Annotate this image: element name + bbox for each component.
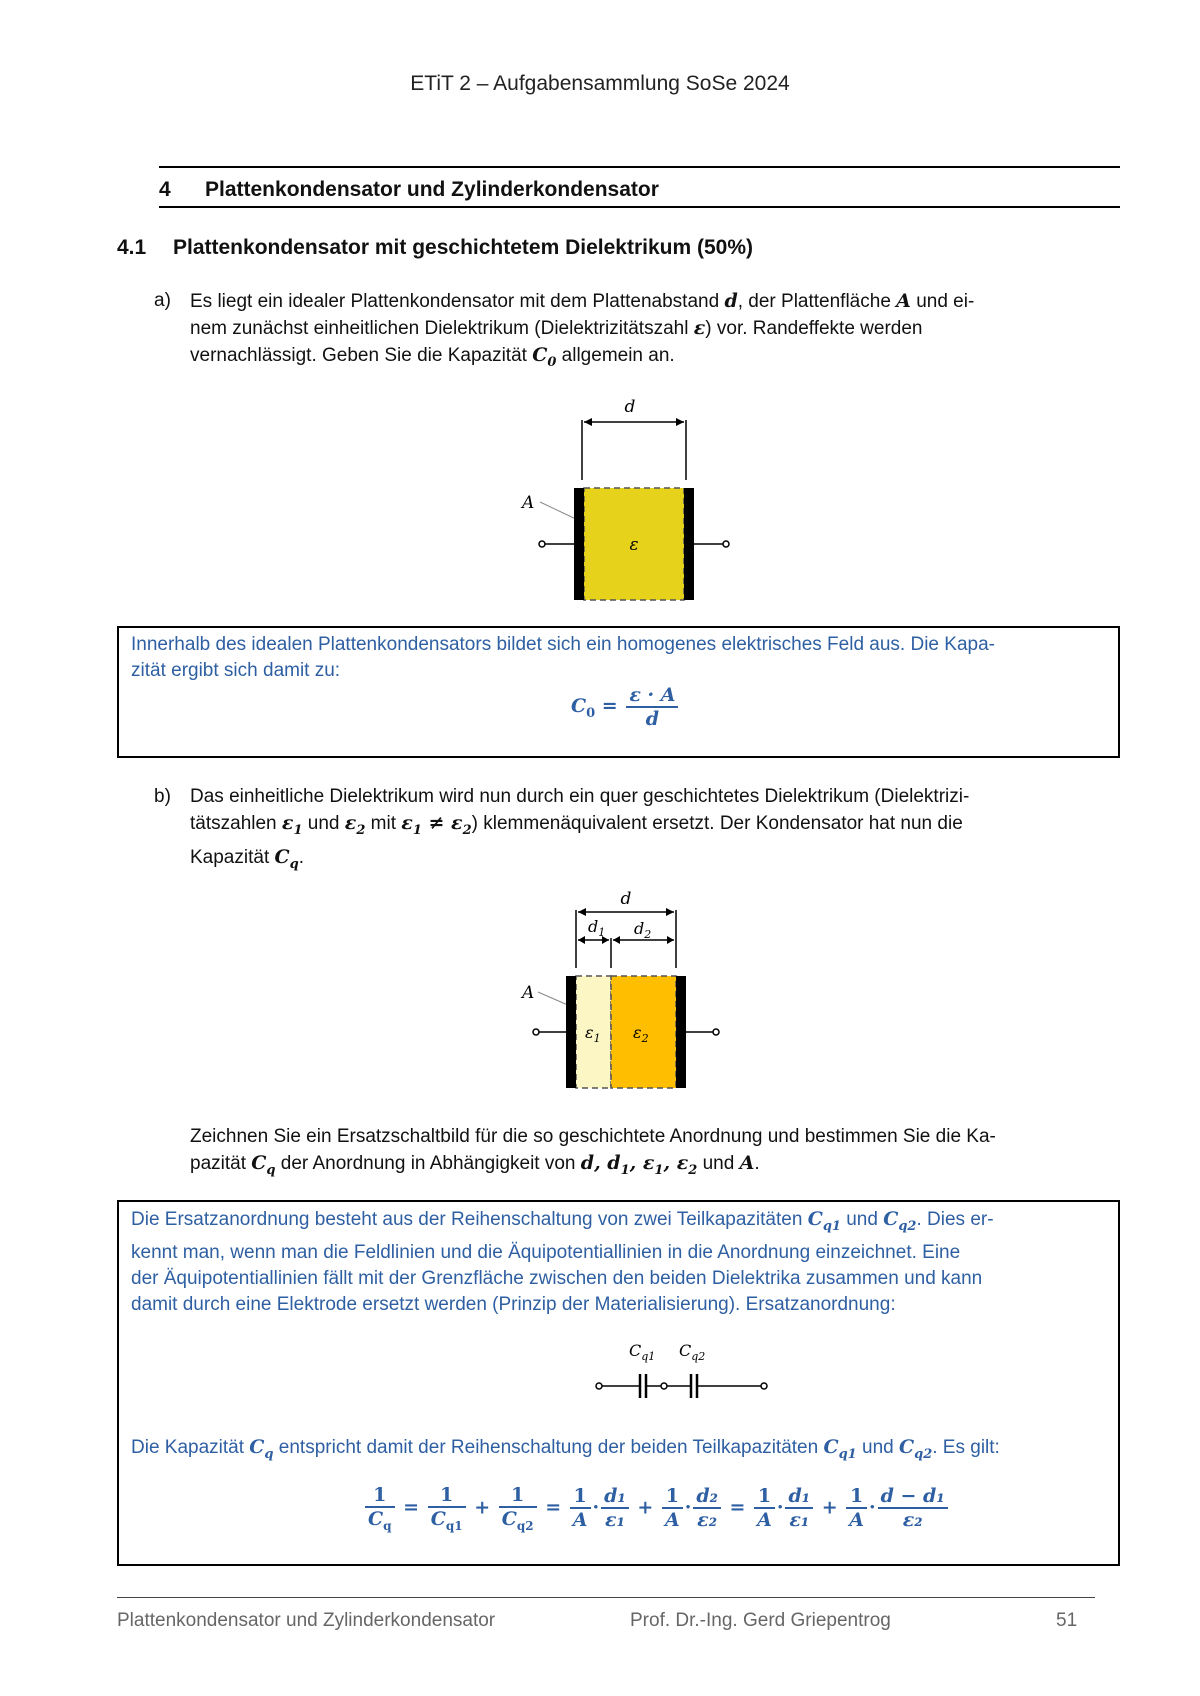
subsection-heading xyxy=(117,236,753,260)
fig1-right-plate xyxy=(684,488,694,600)
fig1-terminal-right xyxy=(723,541,729,547)
footer-rule xyxy=(117,1597,1095,1598)
answer-b-text: Die Ersatzanordnung besteht aus der Reihenschaltung von zwei Teilkapazitäten $C_{q1}$ und $C_{q2}$. Dies er- kennt man, wenn man die Feldlinien und die Äquipotentiallinien in die Anordnung einzeichnet. Eine der Äquipotentiallinien fällt mit der Grenzfläche zwischen den beiden Dielektrika zusammen und kann damit durch eine Elektrode ersetzt werden (Prinzip der Materialisierung). Ersatzanordnung: xyxy=(131,1208,994,1315)
fig2-left-plate xyxy=(566,976,576,1088)
section-number: 4 xyxy=(159,178,171,201)
subsection-number: 4.1 xyxy=(117,236,147,259)
fig2-right-plate xyxy=(676,976,686,1088)
plate-capacitor-figure xyxy=(500,390,740,610)
fig2-d-label: d xyxy=(620,889,632,909)
fig1-terminal-left xyxy=(539,541,545,547)
part-b-label: b) xyxy=(154,786,171,807)
section-rule-top xyxy=(159,166,1120,168)
section-title: Plattenkondensator und Zylinderkondensator xyxy=(205,178,659,201)
fig1-d-label: d xyxy=(624,397,636,417)
fig2-d2-label: $d_2$ xyxy=(634,919,652,941)
answer-box-a xyxy=(117,626,1120,758)
series-circuit-diagram xyxy=(519,1332,839,1412)
section-rule-bottom xyxy=(159,206,1120,208)
task-b-text: Zeichnen Sie ein Ersatzschaltbild für die so geschichtete Anordnung und bestimmen Sie die Ka- pazität $C_q$ der Anordnung in Abhängigkeit von d, $d_1$, $\varepsilon_1$, $\varepsilon_2$ und A. xyxy=(190,1126,996,1178)
fig2-d1-label: $d_1$ xyxy=(588,917,606,939)
footer-author: Prof. Dr.-Ing. Gerd Griepentrog xyxy=(630,1610,891,1631)
circuit-cq1-label: $C_{q1}$ xyxy=(629,1341,656,1363)
fig2-eps1-label: $\varepsilon_1$ xyxy=(585,1023,601,1045)
fig1-eps-label: ε xyxy=(629,535,639,555)
part-a-label: a) xyxy=(154,290,171,311)
answer-b-series-text: Die Kapazität $C_q$ entspricht damit der Reihenschaltung der beiden Teilkapazitäten $C_{q1}$ und $C_{q2}$. Es gilt: xyxy=(131,1436,1000,1462)
layered-capacitor-figure xyxy=(500,888,740,1108)
fig1-area-label: A xyxy=(522,493,535,513)
fig1-left-plate xyxy=(574,488,584,600)
fig2-terminal-right xyxy=(713,1029,719,1035)
fig2-area-label: A xyxy=(522,983,535,1003)
part-b-text: Das einheitliche Dielektrikum wird nun durch ein quer geschichtetes Dielektrikum (Dielektrizi- tätszahlen $\varepsilon_1$ und $\varepsilon_2$ mit $\varepsilon_1 \ne \varepsilon_2$) klemmenäquivalent ersetzt. Der Kondensator hat nun die Kapazität $C_q$. xyxy=(190,786,970,872)
footer-chapter: Plattenkondensator und Zylinderkondensator xyxy=(117,1610,496,1631)
section-heading xyxy=(159,178,659,202)
answer-b-equation: $\frac{1}{C_q}$ = $\frac{1}{C_{q1}}$ + $\frac{1}{C_{q2}}$ = $\frac{1}{A}$ · $\frac{\text{d₁}}{\text{ε₁}}$ + $\frac{1}{A}$ · $\frac{\text{d₂}}{\text{ε₂}}$ = $\frac{1}{A}$ · $\frac{\text{d₁}}{\text{ε₁}}$ + $\frac{1}{A}$ · $\frac{\text{d − d₁}}{\text{ε₂}}$ xyxy=(363,1484,950,1533)
footer-page-number: 51 xyxy=(1056,1610,1078,1631)
answer-box-b xyxy=(117,1200,1120,1566)
fig2-eps2-label: $\varepsilon_2$ xyxy=(633,1023,649,1045)
fig2-terminal-left xyxy=(533,1029,539,1035)
subsection-title: Plattenkondensator mit geschichtetem Dielektrikum (50%) xyxy=(173,236,753,259)
circuit-cq2-label: $C_{q2}$ xyxy=(679,1341,706,1363)
answer-a-equation: $C_0$ = $\frac{\varepsilon \cdot A}{d}$ xyxy=(571,684,680,730)
part-a-text: Es liegt ein idealer Plattenkondensator mit dem Plattenabstand d, der Plattenfläche A und ei- nem zunächst einheitlichen Dielektrikum (Dielektrizitätszahl ε) vor. Randeffekte werden vernachlässigt. Geben Sie die Kapazität $C_0$ allgemein an. xyxy=(190,290,975,370)
answer-a-text: Innerhalb des idealen Plattenkondensators bildet sich ein homogenes elektrisches Feld aus. Die Kapa- zität ergibt sich damit zu: xyxy=(131,634,995,681)
page-header: ETiT 2 – Aufgabensammlung SoSe 2024 xyxy=(410,72,790,95)
